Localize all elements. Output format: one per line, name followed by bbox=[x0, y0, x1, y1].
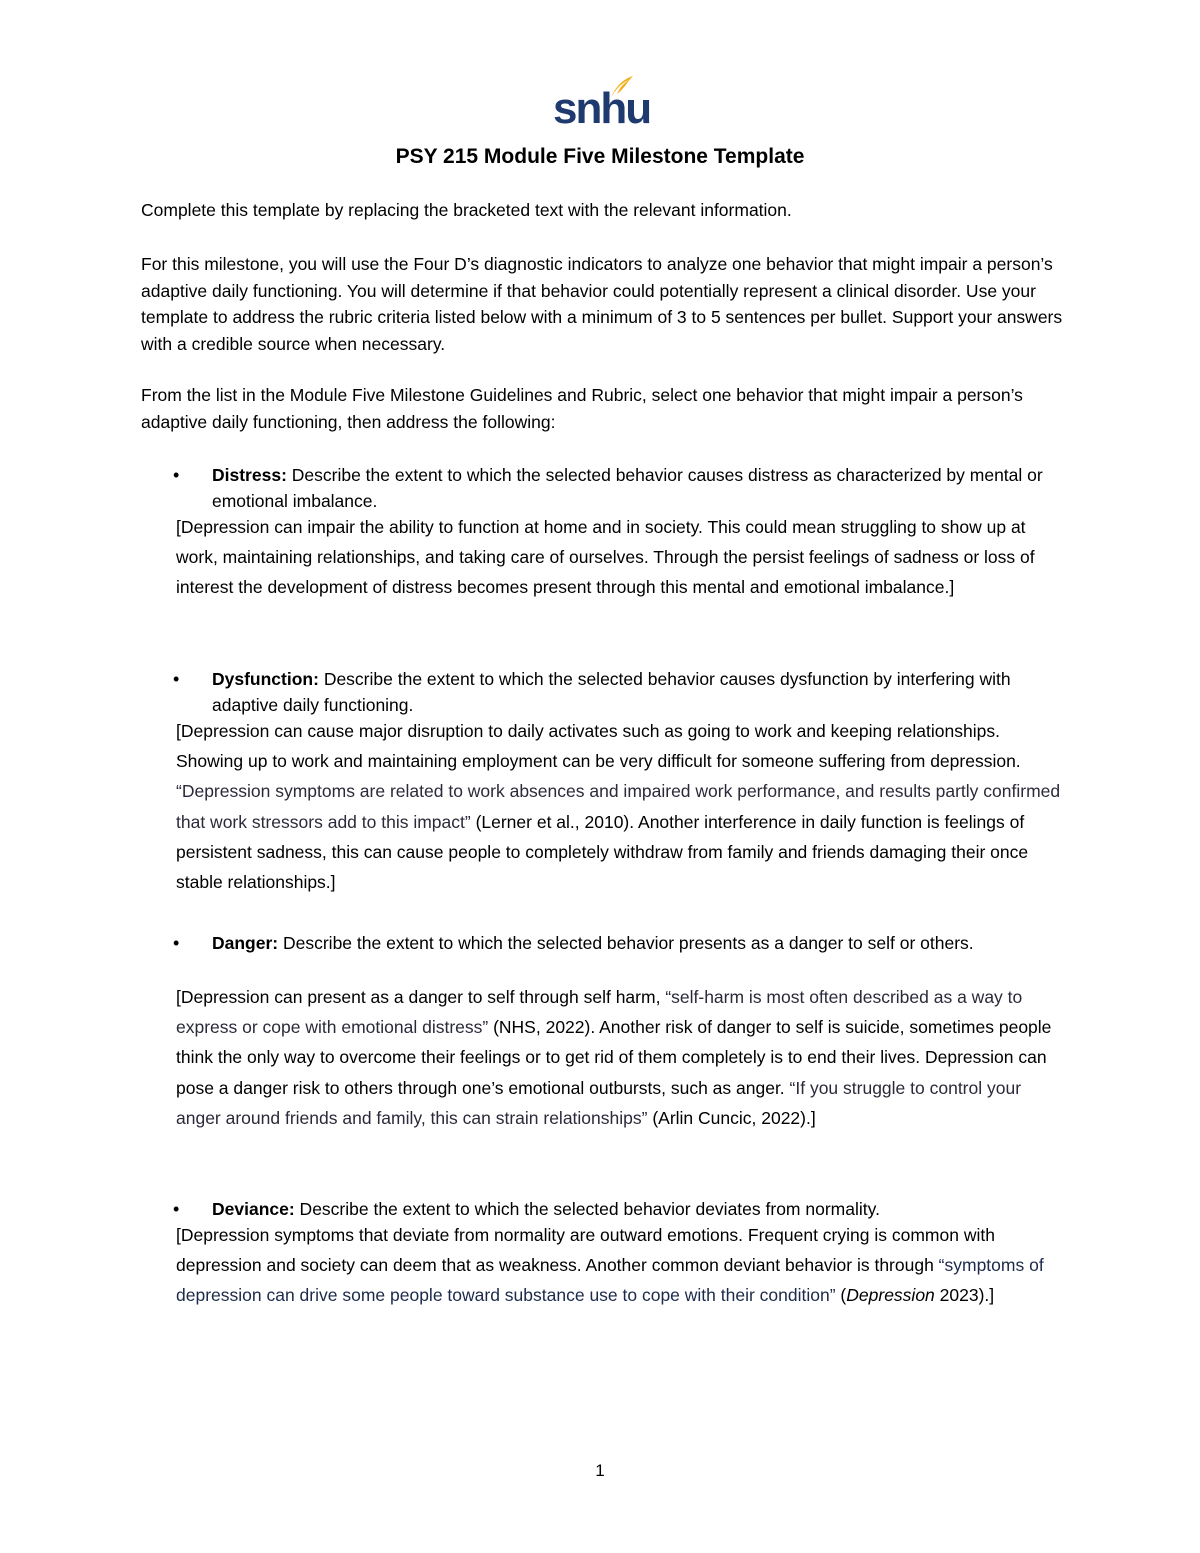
dysfunction-prompt: Describe the extent to which the selected behavior causes dysfunction by interfering with adaptive daily functioning. bbox=[212, 669, 1011, 715]
danger-answer-mid: (NHS, 2022). Another risk of danger to self is suicide, sometimes people think the only way to overcome their feelings or to get rid of them completely is to end their lives. Depression can pose a danger risk to others through one’s emotional outbursts, such as anger. bbox=[176, 1017, 1052, 1098]
deviance-answer-cite-open: ( bbox=[835, 1285, 847, 1306]
deviance-term: Deviance: bbox=[212, 1199, 295, 1219]
distress-answer: [Depression can impair the ability to function at home and in society. This could mean struggling to show up at work, maintaining relationships, and taking care of ourselves. Through the persist feelings of sadness or loss of interest the development of distress becomes present through this mental and emotional imbalance.] bbox=[176, 517, 1035, 598]
deviance-answer-quote: “symptoms of depression can drive some people toward substance use to cope with their condition” bbox=[176, 1255, 1044, 1306]
dysfunction-answer bbox=[176, 716, 1061, 897]
logo-wordmark: snhu bbox=[553, 84, 651, 133]
danger-answer-pre: [Depression can present as a danger to self through self harm, bbox=[176, 987, 666, 1007]
bullet-dot: • bbox=[173, 1199, 180, 1219]
instructions-paragraph: Complete this template by replacing the bracketed text with the relevant information. bbox=[141, 200, 792, 220]
deviance-prompt: Describe the extent to which the selected behavior deviates from normality. bbox=[294, 1199, 880, 1219]
bullet-dot: • bbox=[173, 933, 180, 953]
danger-answer-post: (Arlin Cuncic, 2022).] bbox=[647, 1107, 816, 1128]
danger-answer-quote1: “self-harm is most often described as a way to express or cope with emotional distress” bbox=[176, 987, 1023, 1038]
bullet-dot: • bbox=[173, 465, 180, 485]
page-number: 1 bbox=[595, 1461, 605, 1480]
distress-prompt: Describe the extent to which the selected behavior causes distress as characterized by mental or emotional imbalance. bbox=[212, 465, 1043, 511]
danger-prompt: Describe the extent to which the selected behavior presents as a danger to self or others. bbox=[278, 933, 974, 953]
intro-paragraph: For this milestone, you will use the Four D’s diagnostic indicators to analyze one behavior that might impair a person’s adaptive daily functioning. You will determine if that behavior could potentially represent a clinical disorder. Use your template to address the rubric criteria listed below with a minimum of 3 to 5 sentences per bullet. Support your answers with a credible source when necessary. bbox=[141, 254, 1063, 354]
bullet-distress-text bbox=[212, 462, 1072, 514]
bullet-dysfunction-text bbox=[212, 666, 1072, 718]
danger-answer-quote2: “If you struggle to control your anger around friends and family, this can strain relationships” bbox=[176, 1077, 1022, 1128]
danger-term: Danger: bbox=[212, 933, 279, 953]
dysfunction-answer-post: (Lerner et al., 2010). Another interference in daily function is feelings of persistent sadness, this can cause people to completely withdraw from family and friends damaging their once stable relationships.] bbox=[176, 811, 1029, 893]
bullet-deviance-text bbox=[212, 1196, 1072, 1222]
dysfunction-answer-quote: “Depression symptoms are related to work absences and impaired work performance, and results partly confirmed that work stressors add to this impact” bbox=[176, 781, 1061, 832]
danger-answer bbox=[176, 982, 1061, 1133]
deviance-answer bbox=[176, 1220, 1061, 1311]
bullet-dot: • bbox=[173, 669, 180, 689]
snhu-logo bbox=[553, 72, 651, 134]
deviance-answer-post: 2023).] bbox=[934, 1285, 995, 1306]
deviance-answer-pre: [Depression symptoms that deviate from normality are outward emotions. Frequent crying is common with depression and society can deem that as weakness. Another common deviant behavior is through bbox=[176, 1225, 995, 1276]
dysfunction-answer-pre: [Depression can cause major disruption to daily activates such as going to work and keeping relationships. Showing up to work and maintaining employment can be very difficult for someone suffering from depression. bbox=[176, 721, 1021, 772]
deviance-answer-cite-italic: Depression bbox=[846, 1285, 935, 1306]
lead-in-paragraph: From the list in the Module Five Milestone Guidelines and Rubric, select one behavior that might impair a person’s adaptive daily functioning, then address the following: bbox=[141, 385, 1023, 432]
distress-term: Distress: bbox=[212, 465, 287, 485]
bullet-danger-text bbox=[212, 930, 1072, 956]
page-title: PSY 215 Module Five Milestone Template bbox=[395, 145, 805, 168]
dysfunction-term: Dysfunction: bbox=[212, 669, 319, 689]
